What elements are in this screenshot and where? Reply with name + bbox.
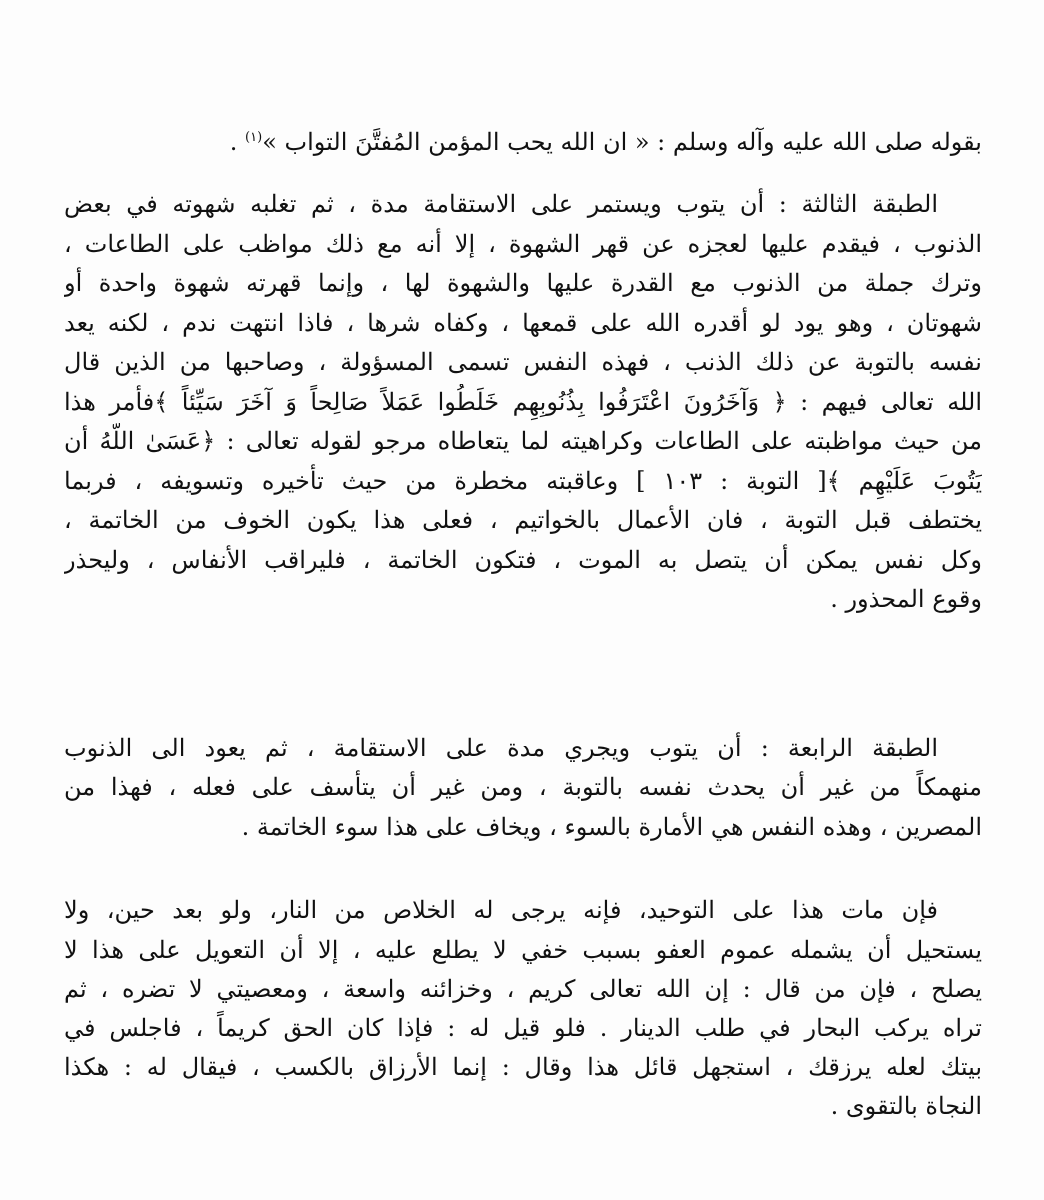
footnote-marker: (١) bbox=[245, 130, 263, 145]
text-line: نفسه بالتوبة عن ذلك الذنب ، فهذه النفس تسمى المسؤولة ، وصاحبها من الذين قال bbox=[64, 348, 982, 376]
intro-text: بقوله صلى الله عليه وآله وسلم : « ان الله يحب المؤمن المُفتَّنَ التواب » bbox=[262, 128, 982, 156]
text-line: الطبقة الثالثة : أن يتوب ويستمر على الاستقامة مدة ، ثم تغلبه شهوته في بعض bbox=[64, 190, 938, 218]
intro-end: . bbox=[229, 128, 246, 156]
text-line: يختطف قبل التوبة ، فان الأعمال بالخواتيم ، فعلى هذا يكون الخوف من الخاتمة ، bbox=[64, 506, 982, 534]
paragraph-fourth-level bbox=[64, 730, 982, 860]
text-line: يَتُوبَ عَلَيْهِم ﴾[ التوبة : ١٠٣ ] وعاقبته مخطرة من حيث تأخيره وتسويفه ، فربما bbox=[64, 467, 982, 495]
text-line: وترك جملة من الذنوب مع القدرة عليها والشهوة لها ، وإنما قهرته شهوة واحدة أو bbox=[64, 269, 982, 297]
text-line: فإن مات هذا على التوحيد، فإنه يرجى له الخلاص من النار، ولو بعد حين، ولا bbox=[64, 896, 938, 924]
paragraph-third-level bbox=[64, 186, 982, 706]
text-line: المصرين ، وهذه النفس هي الأمارة بالسوء ، ويخاف على هذا سوء الخاتمة . bbox=[241, 813, 982, 841]
text-line: وكل نفس يمكن أن يتصل به الموت ، فتكون الخاتمة ، فليراقب الأنفاس ، وليحذر bbox=[64, 546, 982, 574]
text-line: الطبقة الرابعة : أن يتوب ويجري مدة على الاستقامة ، ثم يعود الى الذنوب bbox=[64, 734, 938, 762]
text-line: تراه يركب البحار في طلب الدينار . فلو قيل له : فإذا كان الحق كريماً ، فاجلس في bbox=[64, 1014, 982, 1042]
text-line: الذنوب ، فيقدم عليها لعجزه عن قهر الشهوة ، إلا أنه مع ذلك مواظب على الطاعات ، bbox=[64, 230, 982, 258]
text-line: وقوع المحذور . bbox=[830, 585, 982, 613]
text-line: يستحيل أن يشمله عموم العفو بسبب خفي لا يطلع عليه ، إلا أن التعويل على هذا لا bbox=[64, 936, 982, 964]
text-line: يصلح ، فإن من قال : إن الله تعالى كريم ، وخزائنه واسعة ، ومعصيتي لا تضره ، ثم bbox=[64, 975, 982, 1003]
text-line bbox=[64, 124, 982, 161]
text-line: من حيث مواظبته على الطاعات وكراهيته لما يتعاطاه مرجو لقوله تعالى : ﴿عَسَىٰ اللَّهُ أن bbox=[64, 427, 982, 455]
text-line: النجاة بالتقوى . bbox=[830, 1092, 982, 1120]
intro-line bbox=[64, 124, 982, 164]
paragraph-final bbox=[64, 892, 982, 1152]
text-line: شهوتان ، وهو يود لو أقدره الله على قمعها ، وكفاه شرها ، فاذا انتهت ندم ، لكنه يعد bbox=[64, 309, 982, 337]
text-line: الله تعالى فيهم : ﴿ وَآخَرُونَ اعْتَرَفُوا بِذُنُوبِهِم خَلَطُوا عَمَلاً صَالِحاً وَ آخَرَ سَيِّئاً ﴾فأمر هذا bbox=[64, 388, 982, 416]
text-line: بيتك لعله يرزقك ، استجهل قائل هذا وقال : إنما الأرزاق بالكسب ، فيقال له : هكذا bbox=[64, 1053, 982, 1081]
text-line: منهمكاً من غير أن يحدث نفسه بالتوبة ، ومن غير أن يتأسف على فعله ، فهذا من bbox=[64, 773, 982, 801]
